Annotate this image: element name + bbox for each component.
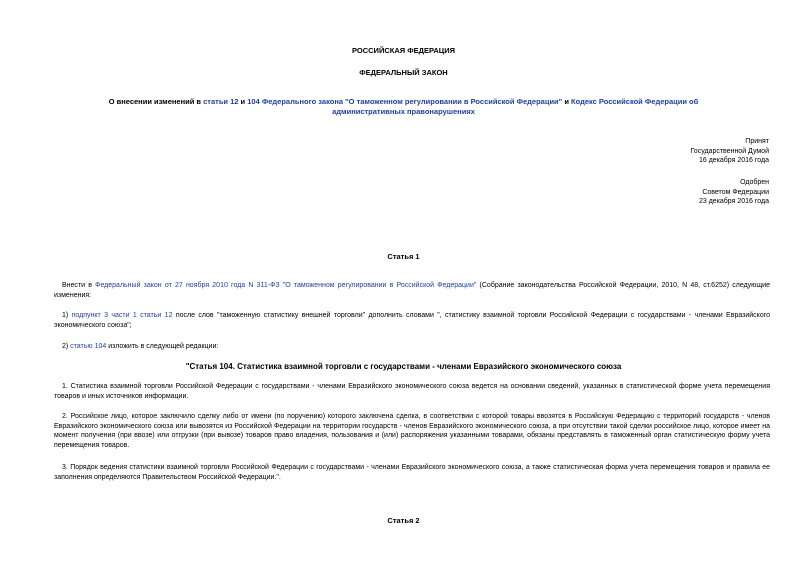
article-1-heading: Статья 1 [387, 252, 420, 261]
adoption-block-duma [569, 137, 769, 166]
paragraph-text: 2) [62, 343, 71, 350]
link-subpoint-3-article-12[interactable]: подпункт 3 части 1 статьи 12 [71, 312, 173, 319]
article-1-item-1 [54, 311, 770, 330]
doc-type-heading: ФЕДЕРАЛЬНЫЙ ЗАКОН [359, 68, 448, 77]
paragraph-text: изложить в следующей редакции: [106, 343, 219, 350]
article-2-heading: Статья 2 [387, 516, 420, 525]
adoption-line: Одобрен [740, 179, 769, 186]
title-text: и [238, 97, 248, 106]
link-federal-law-311[interactable]: Федеральный закон от 27 ноября 2010 года N 311-ФЗ "О таможенном регулировании в Российской Федерации" [95, 282, 477, 289]
adoption-line: 16 декабря 2016 года [698, 157, 769, 164]
link-article-104[interactable]: статью 104 [70, 343, 107, 350]
adoption-line: 23 декабря 2016 года [698, 198, 769, 205]
title-link-admin-code[interactable]: Кодекс Российской Федерации об административных правонарушениях [332, 97, 699, 116]
adoption-line: Государственной Думой [690, 147, 769, 155]
adoption-line: Принят [745, 138, 769, 145]
paragraph-text: Внести в [62, 282, 96, 289]
title-text: О внесении изменений в [108, 97, 204, 106]
adoption-block-council [569, 178, 769, 207]
title-link-customs-law[interactable]: 104 Федерального закона "О таможенном регулировании в Российской Федерации" [247, 97, 563, 106]
article-104-paragraph-3: 3. Порядок ведения статистики взаимной торговли Российской Федерации с государствами - членами Евразийского экономического союза, а также статистическая форма учета перемещения товаров и правила ее заполнения определяются Правительством Российской Федерации.". [54, 464, 770, 481]
paragraph-text: 1) [62, 312, 72, 319]
paragraph-text: (Собрание законодательства Российской Федерации, 2010, N 48, ст.6252) следующие изменения: [54, 282, 770, 299]
article-104-paragraph-2: 2. Российское лицо, которое заключило сделку либо от имени (по поручению) которого заключена сделка, в соответствии с которой товары ввозятся в Российскую Федерацию с территорий государств - членов Евразийского экономического союза или вывозятся из Российской Федерации на территории государств - членов Евразийского экономического союза, а при отсутствии такой сделки российское лицо, которое имеет на момент получения (при ввозе) или отгрузки (при вывозе) товаров право владения, пользования и (или) распоряжения указанными товарами, обязаны представлять в таможенный орган статистическую форму учета перемещения товаров. [54, 413, 770, 449]
paragraph-text: после слов "таможенную статистику внешней торговли" дополнить словами ", статистику взаимной торговли Российской Федерации с государствами - членами Евразийского экономического союза"; [54, 312, 771, 329]
document-title [90, 97, 717, 117]
title-link-article-12[interactable]: статьи 12 [203, 97, 239, 106]
country-heading: РОССИЙСКАЯ ФЕДЕРАЦИЯ [351, 46, 455, 55]
article-104-paragraph-1: 1. Статистика взаимной торговли Российской Федерации с государствами - членами Евразийского экономического союза ведется на основании сведений, указанных в статистической форме учета перемещения товаров и иных источников информации. [54, 383, 770, 400]
article-1-item-2 [54, 342, 770, 352]
title-text: и [562, 97, 572, 106]
adoption-line: Советом Федерации [702, 188, 769, 196]
article-104-heading: "Статья 104. Статистика взаимной торговли с государствами - членами Евразийского экономического союза [185, 362, 622, 371]
article-1-intro [54, 281, 770, 300]
